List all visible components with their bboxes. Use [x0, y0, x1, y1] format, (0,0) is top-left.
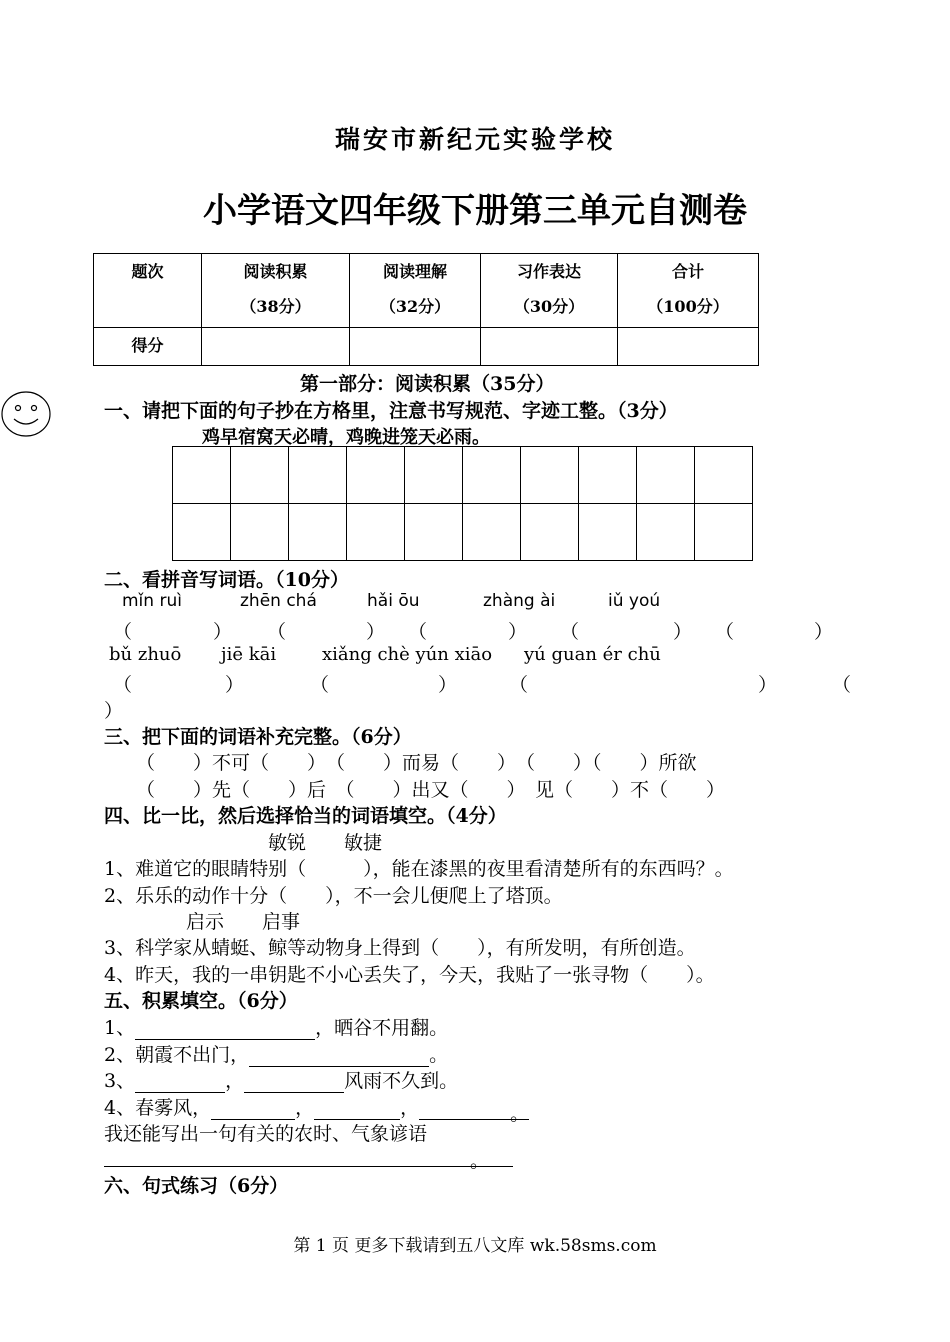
answer-paren-open: （	[310, 674, 330, 696]
score-table	[93, 253, 759, 366]
fill-blank[interactable]	[249, 1046, 429, 1067]
pinyin: xiǎng chè yún xiāo	[322, 644, 493, 665]
pinyin: zhēn chá	[240, 591, 317, 611]
answer-paren-open: （	[113, 621, 133, 643]
score-input-cell[interactable]	[202, 328, 350, 366]
q5-item-1: 1、 ，晒谷不用翻。	[104, 1017, 449, 1039]
q5-item-3: 3、 ， 风雨不久到。	[104, 1070, 459, 1092]
fill-blank[interactable]	[135, 1072, 225, 1093]
answer-paren-close: ）	[438, 674, 458, 696]
q4-item-2: 2、乐乐的动作十分（ ），不一会儿便爬上了塔顶。	[104, 885, 563, 907]
answer-paren-open: （	[560, 621, 580, 643]
q5-extra-blank[interactable]	[104, 1145, 513, 1172]
pinyin: hǎi ōu	[367, 591, 420, 611]
q4-choices-1: 敏锐 敏捷	[268, 832, 383, 854]
part1-title: 第一部分：阅读积累（35分）	[300, 373, 555, 395]
q4-item-1: 1、难道它的眼睛特别（ ），能在漆黑的夜里看清楚所有的东西吗？。	[104, 858, 734, 880]
page-footer: 第 1 页 更多下载请到五八文库 wk.58sms.com	[293, 1236, 657, 1256]
fill-blank[interactable]: 。	[104, 1146, 513, 1167]
score-header-cell: 合计 （100分）	[618, 254, 759, 328]
answer-paren-open: （	[715, 621, 735, 643]
score-input-cell[interactable]	[481, 328, 618, 366]
fill-blank[interactable]	[135, 1019, 315, 1040]
fill-blank[interactable]	[211, 1099, 295, 1120]
score-header-cell: 阅读积累 （38分）	[202, 254, 350, 328]
answer-paren-close: ）	[213, 621, 233, 643]
q2-heading: 二、看拼音写词语。（10分）	[104, 569, 349, 591]
score-header-cell: 题次	[94, 254, 202, 328]
score-input-cell[interactable]	[618, 328, 759, 366]
q4-heading: 四、比一比，然后选择恰当的词语填空。（4分）	[104, 805, 507, 827]
q5-item-4: 4、春雾风， ， ， 。	[104, 1097, 530, 1125]
answer-paren-open: （	[113, 674, 133, 696]
answer-paren-close: ）	[673, 621, 693, 643]
q4-choices-2: 启示 启事	[186, 911, 301, 933]
q5-heading: 五、积累填空。（6分）	[104, 990, 298, 1012]
answer-paren-close: ）	[104, 700, 124, 722]
answer-paren-close: ）	[366, 621, 386, 643]
answer-paren-close: ）	[758, 674, 778, 696]
score-header-cell: 阅读理解 （32分）	[350, 254, 481, 328]
pinyin: iǔ yoú	[608, 591, 661, 611]
answer-paren-close: ）	[508, 621, 528, 643]
fill-blank[interactable]	[314, 1099, 400, 1120]
q3-heading: 三、把下面的词语补充完整。（6分）	[104, 726, 412, 748]
pinyin: bǔ zhuō	[109, 644, 182, 665]
score-header-cell: 习作表达 （30分）	[481, 254, 618, 328]
pinyin: jiē kāi	[221, 644, 277, 665]
q5-extra: 我还能写出一句有关的农时、气象谚语	[104, 1123, 428, 1145]
school-name: 瑞安市新纪元实验学校	[334, 125, 615, 154]
answer-paren-open: （	[267, 621, 287, 643]
q4-item-3: 3、科学家从蜻蜓、鲸等动物身上得到（ ），有所发明，有所创造。	[104, 937, 696, 959]
answer-paren-close: ）	[225, 674, 245, 696]
answer-paren-open: （	[408, 621, 428, 643]
exam-title: 小学语文四年级下册第三单元自测卷	[203, 191, 747, 231]
fill-blank[interactable]	[244, 1072, 344, 1093]
q3-line1: （ ）不可（ ） （ ）而易（ ） （ ）（ ）所欲	[136, 752, 697, 774]
q1-heading: 一、请把下面的句子抄在方格里，注意书写规范、字迹工整。（3分）	[104, 400, 678, 422]
fill-blank[interactable]: 。	[419, 1099, 529, 1120]
pinyin: yú guan ér chū	[524, 644, 661, 665]
answer-paren-open: （	[509, 674, 529, 696]
pinyin: zhàng ài	[483, 591, 556, 611]
q6-heading: 六、句式练习（6分）	[104, 1175, 289, 1197]
score-input-cell[interactable]	[350, 328, 481, 366]
q3-line2: （ ）先（ ）后 （ ）出又（ ） 见（ ）不（ ）	[136, 779, 726, 801]
q1-sentence: 鸡早宿窝天必晴，鸡晚进笼天必雨。	[202, 427, 490, 448]
answer-paren-open: （	[832, 674, 852, 696]
writing-grid[interactable]	[172, 446, 753, 561]
q4-item-4: 4、昨天，我的一串钥匙不小心丢失了，今天，我贴了一张寻物（ ）。	[104, 964, 715, 986]
smiley-face-icon	[0, 389, 54, 439]
score-row-label: 得分	[94, 328, 202, 366]
pinyin: mǐn ruì	[122, 591, 182, 611]
answer-paren-close: ）	[814, 621, 834, 643]
q5-item-2: 2、朝霞不出门， 。	[104, 1044, 449, 1066]
